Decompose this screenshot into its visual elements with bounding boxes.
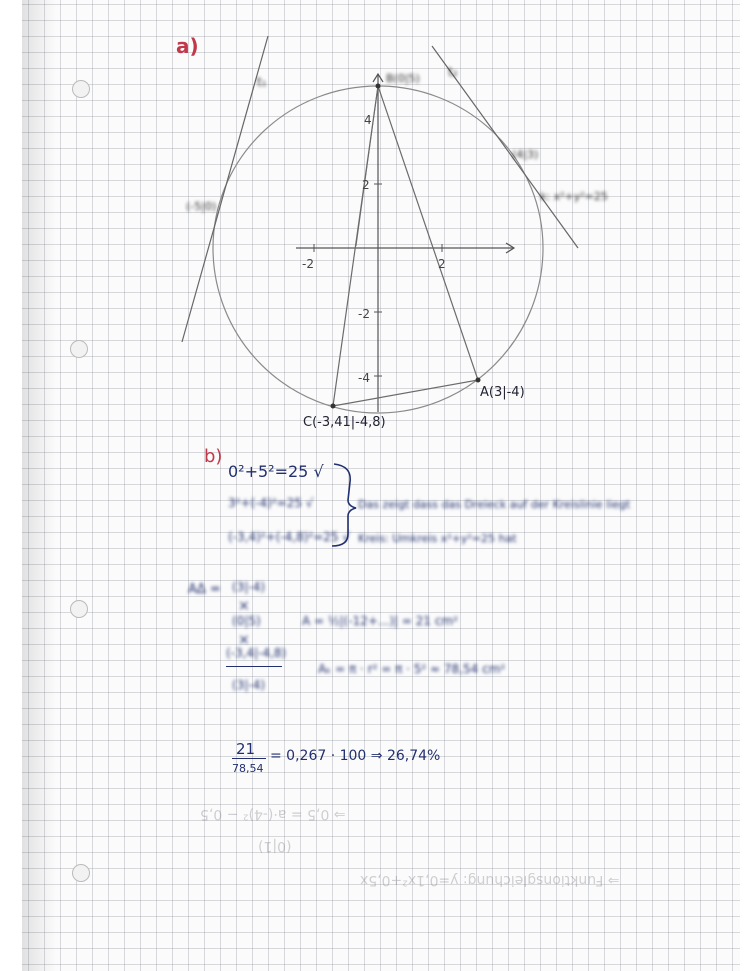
y-tick-label-neg4: -4 xyxy=(358,371,370,385)
bleed-through-line-2: ⇒ 0,5 = a·(-4)² − 0,5 xyxy=(200,806,346,822)
y-tick-label-4: 4 xyxy=(364,113,372,127)
point-a xyxy=(476,378,481,383)
ratio-numerator: 21 xyxy=(236,740,256,758)
t2-label: t₂ xyxy=(448,65,458,79)
ratio-result: = 0,267 · 100 ⇒ 26,74% xyxy=(270,748,441,764)
bleed-through-line-3: (0|1) xyxy=(258,838,292,854)
check-equation-1: 0²+5²=25 √ xyxy=(228,462,324,481)
point-b xyxy=(376,84,381,89)
point-b-label: B(0|5) xyxy=(386,72,420,85)
matrix-row-4: (3|-4) xyxy=(232,678,266,692)
check-equation-2: 3²+(-4)²=25 √ xyxy=(228,496,314,510)
task-label-a: a) xyxy=(176,34,199,58)
triangle-inner-line xyxy=(356,86,378,246)
matrix-underline xyxy=(226,666,282,667)
task-label-b: b) xyxy=(204,446,223,467)
triangle-abc xyxy=(333,86,478,406)
tangent-t1 xyxy=(182,36,268,342)
cross-mark-1: × xyxy=(238,598,250,614)
point-c xyxy=(331,404,336,409)
circle-equation-label: k: x²+y²=25 xyxy=(540,190,608,203)
point-left-label: (-5|0) xyxy=(186,200,217,213)
area-label: AΔ = xyxy=(188,582,221,597)
t1-label: t₁ xyxy=(257,75,267,89)
note-line-1: Das zeigt dass das Dreieck auf der Kreislinie liegt xyxy=(358,498,631,511)
circle-area-equation: Aₖ = π · r² = π · 5² ≈ 78,54 cm² xyxy=(318,662,506,676)
matrix-row-1: (3|-4) xyxy=(232,580,266,594)
bleed-through-line-1: ⇒ Funktionsgleichung: y=0,1x²+0,5x xyxy=(360,872,620,888)
point-c-label: C(-3,41|-4,8) xyxy=(303,415,386,430)
x-tick-label-neg2: -2 xyxy=(302,257,314,271)
ratio-fraction-bar xyxy=(232,758,266,759)
y-tick-label-2: 2 xyxy=(362,178,370,192)
check-equation-3: (-3,4)²+(-4,8)²=25 √ xyxy=(228,530,351,544)
ratio-denominator: 78,54 xyxy=(232,762,264,775)
point-right-label: (4|3) xyxy=(512,148,539,161)
cross-mark-2: × xyxy=(238,632,250,648)
note-line-2: Kreis: Umkreis x²+y²=25 hat xyxy=(358,532,517,545)
matrix-row-2: (0|5) xyxy=(232,614,261,628)
point-a-label: A(3|-4) xyxy=(480,385,525,400)
x-tick-label-2: 2 xyxy=(438,257,446,271)
matrix-row-3: (-3,4|-4,8) xyxy=(226,646,287,660)
y-tick-label-neg2: -2 xyxy=(358,307,370,321)
triangle-area-equation: A = ½|(-12+...)| = 21 cm² xyxy=(302,614,458,628)
